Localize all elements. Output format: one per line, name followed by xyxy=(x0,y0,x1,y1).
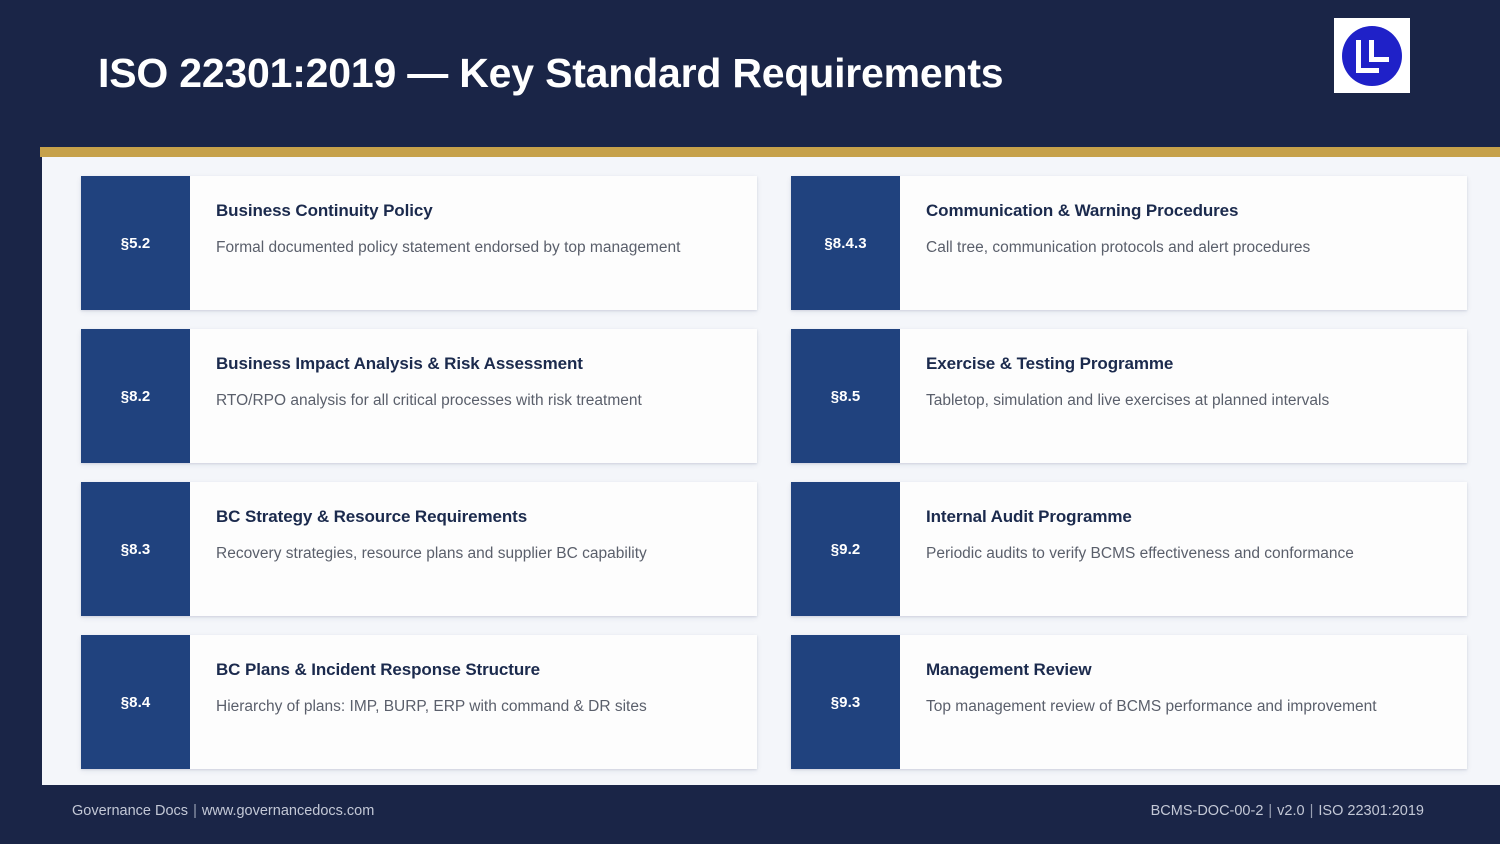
footer-doc-id: BCMS-DOC-00-2 xyxy=(1150,803,1264,819)
footer-standard: ISO 22301:2019 xyxy=(1318,803,1424,819)
clause-badge: §9.2 xyxy=(791,482,900,616)
card-description: Periodic audits to verify BCMS effectiveness and conformance xyxy=(926,545,1354,563)
footer-org: Governance Docs xyxy=(72,803,189,819)
slide-footer xyxy=(0,785,1500,844)
footer-right xyxy=(1151,803,1424,819)
footer-website: www.governancedocs.com xyxy=(201,803,375,819)
clause-badge: §9.3 xyxy=(791,635,900,769)
card-title: Business Impact Analysis & Risk Assessment xyxy=(216,354,583,373)
brand-logo xyxy=(1334,18,1410,93)
footer-separator: | xyxy=(1309,803,1314,819)
card-description: Formal documented policy statement endorsed by top management xyxy=(216,239,681,257)
page-title: ISO 22301:2019 — Key Standard Requirements xyxy=(98,50,1004,96)
requirements-column-right xyxy=(791,176,1467,769)
content-panel xyxy=(42,157,1500,785)
card-title: Exercise & Testing Programme xyxy=(926,354,1174,373)
footer-separator: | xyxy=(1268,803,1273,819)
requirement-card[interactable] xyxy=(81,482,757,616)
requirement-card[interactable] xyxy=(791,635,1467,769)
double-l-icon xyxy=(1355,39,1389,73)
clause-badge: §8.5 xyxy=(791,329,900,463)
card-body xyxy=(900,176,1467,310)
clause-badge: §5.2 xyxy=(81,176,190,310)
requirement-card[interactable] xyxy=(81,329,757,463)
slide-header xyxy=(0,0,1500,147)
requirement-card[interactable] xyxy=(791,482,1467,616)
card-description: Top management review of BCMS performance and improvement xyxy=(926,698,1377,716)
clause-badge: §8.4.3 xyxy=(791,176,900,310)
card-title: Business Continuity Policy xyxy=(216,201,433,220)
requirement-card[interactable] xyxy=(791,176,1467,310)
requirement-card[interactable] xyxy=(81,176,757,310)
footer-left xyxy=(72,803,374,819)
requirements-grid xyxy=(81,176,1471,769)
card-body xyxy=(900,329,1467,463)
card-title: BC Plans & Incident Response Structure xyxy=(216,660,540,679)
card-title: Internal Audit Programme xyxy=(926,507,1132,526)
card-title: Management Review xyxy=(926,660,1092,679)
card-description: Recovery strategies, resource plans and supplier BC capability xyxy=(216,545,647,563)
card-description: Call tree, communication protocols and alert procedures xyxy=(926,239,1311,257)
accent-bar xyxy=(40,147,1500,157)
card-title: Communication & Warning Procedures xyxy=(926,201,1239,220)
card-body xyxy=(190,482,757,616)
footer-version: v2.0 xyxy=(1277,803,1305,819)
card-body xyxy=(190,329,757,463)
requirement-card[interactable] xyxy=(81,635,757,769)
clause-badge: §8.3 xyxy=(81,482,190,616)
card-body xyxy=(190,635,757,769)
footer-separator: | xyxy=(193,803,197,819)
requirement-card[interactable] xyxy=(791,329,1467,463)
logo-circle-icon xyxy=(1342,26,1402,86)
card-body xyxy=(190,176,757,310)
card-body xyxy=(900,635,1467,769)
card-description: RTO/RPO analysis for all critical processes with risk treatment xyxy=(216,392,642,410)
requirements-column-left xyxy=(81,176,757,769)
card-description: Hierarchy of plans: IMP, BURP, ERP with command & DR sites xyxy=(216,698,647,716)
card-body xyxy=(900,482,1467,616)
clause-badge: §8.2 xyxy=(81,329,190,463)
card-description: Tabletop, simulation and live exercises at planned intervals xyxy=(926,392,1330,410)
clause-badge: §8.4 xyxy=(81,635,190,769)
card-title: BC Strategy & Resource Requirements xyxy=(216,507,528,526)
